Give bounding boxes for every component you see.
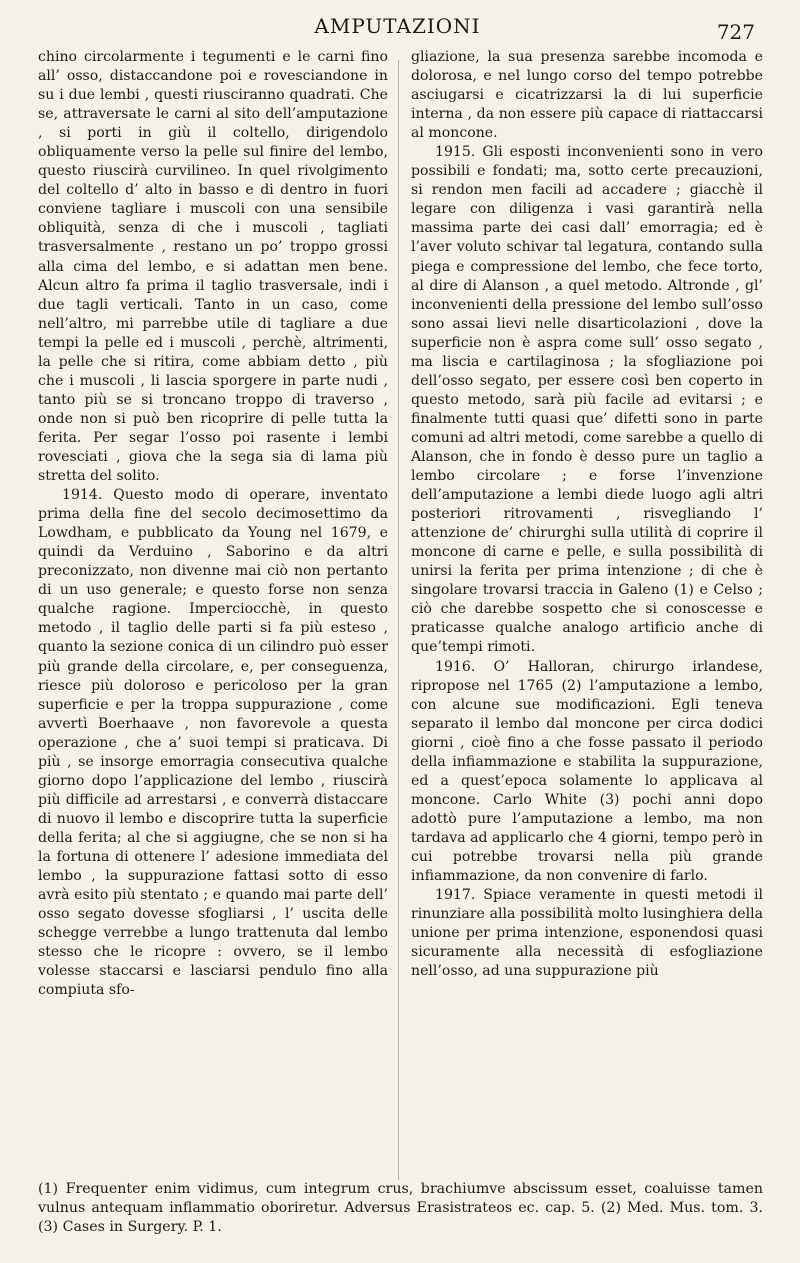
paragraph-1915: 1915. Gli esposti inconvenienti sono in vero possibili e fondati; ma, sotto certe precauzioni, si rendon men facili ad accadere ; giacchè il legare con diligenza i vasi garantirà nella massima parte dei casi dall’ emorragia; ed è l’aver voluto schivar tal legatura, contando sulla piega e compressione del lembo, che fece torto, al dire di Alanson , a quel metodo. Altronde , gl’ inconvenienti della pressione del lembo sull’osso sono assai lievi nelle disarticolazioni , dove la superficie non è aspra come sull’ osso segato , ma liscia e cartilaginosa ; la sfogliazione poi dell’osso segato, per essere così ben coperto in questo metodo, sarà più facile ad evitarsi ; e finalmente tutti quasi que’ difetti sono in parte comuni ad altri metodi, come sarebbe a quello di Alanson, che in fondo è desso pure un taglio a lembo circolare ; e forse l’invenzione dell’amputazione a lembi diede luogo agli altri posteriori ritrovamenti , risvegliando l’ attenzione de’ chirurghi sulla utilità di coprire il moncone di carne e pelle, e sulla possibilità di unirsi la ferita per prima intenzione ; di che è singolare trovarsi traccia in Galeno (1) e Celso ; ciò che darebbe sospetto che si conoscesse e praticasse qualche analogo artificio anche di que’tempi rimoti. [411, 144, 763, 656]
left-column [38, 48, 388, 1000]
paragraph-1917: 1917. Spiace veramente in questi metodi il rinunziare alla possibilità molto lusinghiera della unione per prima intenzione, esponendosi quasi sicuramente alla necessità di esfogliazione nell’osso, ad una suppurazione più [411, 887, 763, 980]
running-title: AMPUTAZIONI [314, 14, 481, 38]
paragraph-continued-right: gliazione, la sua presenza sarebbe incomoda e dolorosa, e nel lungo corso del tempo potrebbe asciugarsi e cicatrizzarsi la di lui superficie interna , da non essere più capace di riattaccarsi al moncone. [411, 49, 763, 142]
page-number: 727 [716, 20, 755, 44]
footnotes: (1) Frequenter enim vidimus, cum integrum crus, brachiumve abscissum esset, coaluisse tamen vulnus antequam inflammatio oboriretur. Adversus Erasistrateos ec. cap. 5. (2) Med. Mus. tom. 3. (3) Cases in Surgery. P. 1. [38, 1181, 763, 1235]
page-header [40, 10, 755, 46]
paragraph-1914: 1914. Questo modo di operare, inventato prima della fine del secolo decimosettimo da Lowdham, e pubblicato da Young nel 1679, e quindi da Verduino , Saborino e da altri preconizzato, non divenne mai ciò non pertanto di un uso generale; e questo forse non senza qualche ragione. Imperciocchè, in questo metodo , il taglio delle parti si fa più esteso , quanto la sezione conica di un cilindro può esser più grande della circolare, e, per conseguenza, riesce più doloroso e pericoloso per la gran superficie e per la troppa suppurazione , come avvertì Boerhaave , non favorevole a questa operazione , che a’ suoi tempi si praticava. Di più , se insorge emorragia consecutiva qualche giorno dopo l’applicazione del lembo , riuscirà più difficile ad arrestarsi , e converrà distaccare di nuovo il lembo e discoprire tutta la superficie della ferita; al che si aggiugne, che se non si ha la fortuna di ottenere l’ adesione immediata del lembo , la suppurazione fattasi sotto di esso avrà esito più stentato ; e quando mai parte dell’ osso segato dovesse sfogliarsi , l’ uscita delle schegge verrebbe a lungo trattenuta dal lembo stesso che le ricopre : ovvero, se il lembo volesse staccarsi e lasciarsi pendulo fino alla compiuta sfo- [38, 487, 388, 999]
right-column [411, 48, 763, 981]
paragraph-1916: 1916. O’ Halloran, chirurgo irlandese, ripropose nel 1765 (2) l’amputazione a lembo, con alcune sue modificazioni. Egli teneva separato il lembo dal moncone per circa dodici giorni , cioè fino a che fosse passato il periodo della infiammazione e stabilita la suppurazione, ed a quest’epoca solamente lo applicava al moncone. Carlo White (3) pochi anni dopo adottò pure l’amputazione a lembo, ma non tardava ad applicarlo che 4 giorni, tempo però in cui potrebbe trovarsi nella più grande infiammazione, da non convenire di farlo. [411, 658, 763, 885]
paragraph-continued: chino circolarmente i tegumenti e le carni fino all’ osso, distaccandone poi e rovesciandone in su i due lembi , questi riusciranno quadrati. Che se, attraversate le carni al sito dell’amputazione , si porti in giù il coltello, dirigendolo obliquamente verso la pelle sul finire del lembo, questo riuscirà curvilineo. In quel rivolgimento del coltello d’ alto in basso e di dentro in fuori conviene tagliare i muscoli con una sensibile obliquità, senza di che i muscoli , tagliati trasversalmente , restano un po’ troppo grossi alla cima del lembo, e si adattan men bene. Alcun altro fa prima il taglio trasversale, indi i due tagli verticali. Tanto in un caso, come nell’altro, mi parrebbe utile di tagliare a due tempi la pelle ed i muscoli , perchè, altrimenti, la pelle che si ritira, come abbiam detto , più che i muscoli , li lascia sporgere in parte nudi , tanto più se si troncano troppo di traverso , onde non si può ben ricoprire di pelle tutta la ferita. Per segar l’osso poi rasente i lembi rovesciati , giova che la sega sia di lama più stretta del solito. [38, 49, 388, 485]
column-divider [398, 60, 399, 1180]
